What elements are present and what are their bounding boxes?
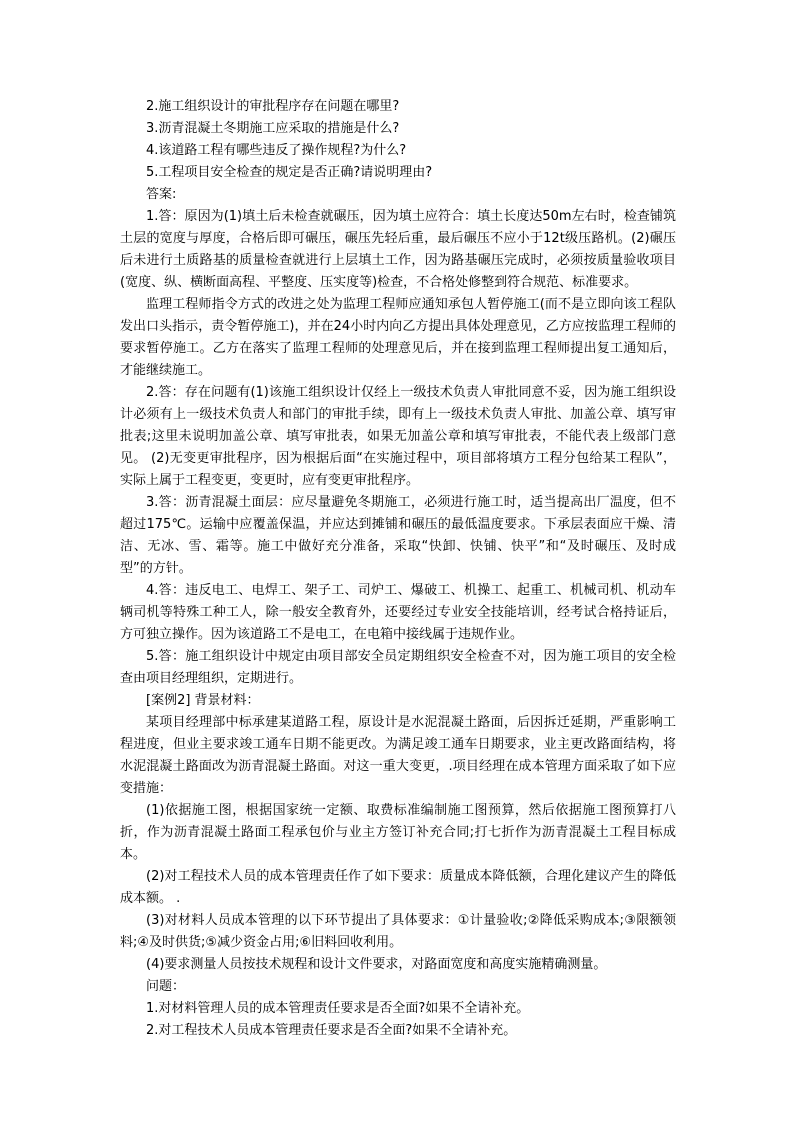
case-2-heading: [案例2] 背景材料： [146,693,260,708]
case-2-background: 某项目经理部中标承建某道路工程，原设计是水泥混凝土路面，后因拆迁延期，严重影响工程进度，但业主要求竣工通车日期不能更改。为满足竣工通车日期要求，业主更改路面结构，将水泥混凝土路面改为沥青混凝土路面。对这一重大变更，.项目经理在成本管理方面采取了如下应变措施： [120,715,676,796]
answer-1-supervision: 监理工程师指令方式的改进之处为监理工程师应通知承包人暂停施工(而不是立即向该工程队发出口头指示，责令暂停施工)，并在24小时内向乙方提出具体处理意见，乙方应按监理工程师的要求暂停施工。乙方在落实了监理工程师的处理意见后，并在接到监理工程师提出复工通知后，才能继续施工。 [120,297,676,378]
question-2: 2.施工组织设计的审批程序存在问题在哪里? [146,99,400,114]
answer-2: 2.答：存在问题有(1)该施工组织设计仅经上一级技术负责人审批同意不妥，因为施工组织设计必须有上一级技术负责人和部门的审批手续，即有上一级技术负责人审批、加盖公章、填写审批表;这里未说明加盖公章、填写审批表，如果无加盖公章和填写审批表，不能代表上级部门意见。 (2)无变更审批程序，因为根据后面“在实施过程中，项目部将填方工程分包给某工程队”，实际上属于工程变更，变更时，应有变更审批程序。 [120,385,676,488]
measure-3: (3)对材料人员成本管理的以下环节提出了具体要求：①计量验收;②降低采购成本;③限额领料;④及时供货;⑤减少资金占用;⑥旧料回收利用。 [120,913,676,950]
measure-1: (1)依据施工图，根据国家统一定额、取费标准编制施工图预算，然后依据施工图预算打八折，作为沥青混凝土路面工程承包价与业主方签订补充合同;打七折作为沥青混凝土工程目标成本。 [120,803,676,862]
answer-1: 1.答：原因为(1)填土后未检查就碾压，因为填土应符合：填土长度达50m左右时，检查铺筑土层的宽度与厚度，合格后即可碾压，碾压先轻后重，最后碾压不应小于12t级压路机。(2)碾压后未进行土质路基的质量检查就进行上层填土工作，因为路基碾压完成时，必须按质量验收项目(宽度、纵、横断面高程、平整度、压实度等)检查，不合格处修整到符合规范、标准要求。 [120,209,676,290]
document-body [120,96,676,1042]
measure-2: (2)对工程技术人员的成本管理责任作了如下要求：质量成本降低额，合理化建议产生的降低成本额。 . [120,869,676,906]
answer-4: 4.答：违反电工、电焊工、架子工、司炉工、爆破工、机操工、起重工、机械司机、机动车辆司机等特殊工种工人，除一般安全教育外，还要经过专业安全技能培训，经考试合格持证后，方可独立操作。因为该道路工不是电工，在电箱中接线属于违规作业。 [120,583,676,642]
question-4: 4.该道路工程有哪些违反了操作规程?为什么? [146,143,407,158]
case-2-question-2: 2.对工程技术人员成本管理责任要求是否全面?如果不全请补充。 [146,1023,517,1038]
questions-heading: 问题： [146,979,186,994]
answer-5: 5.答：施工组织设计中规定由项目部安全员定期组织安全检查不对，因为施工项目的安全检查由项目经理组织，定期进行。 [120,649,676,686]
measure-4: (4)要求测量人员按技术规程和设计文件要求，对路面宽度和高度实施精确测量。 [146,957,607,972]
question-3: 3.沥青混凝土冬期施工应采取的措施是什么? [146,121,400,136]
question-5: 5.工程项目安全检查的规定是否正确?请说明理由? [146,165,433,180]
case-2-question-1: 1.对材料管理人员的成本管理责任要求是否全面?如果不全请补充。 [146,1001,530,1016]
answer-3: 3.答：沥青混凝土面层：应尽量避免冬期施工，必须进行施工时，适当提高出厂温度，但不超过175℃。运输中应覆盖保温，并应达到摊铺和碾压的最低温度要求。下承层表面应干燥、清洁、无冰、雪、霜等。施工中做好充分准备，采取“快卸、快铺、快平”和“及时碾压、及时成型”的方针。 [120,495,676,576]
answers-heading: 答案: [146,187,177,202]
